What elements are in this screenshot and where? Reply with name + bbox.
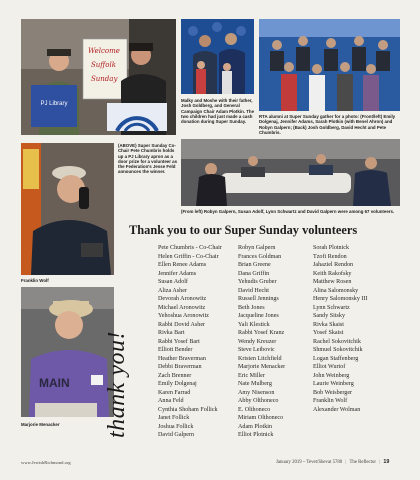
volunteer-name: Adam Plotkin [238,423,273,430]
volunteer-name: Yosef Skaist [313,330,344,336]
photo-phone-volunteer [21,143,114,275]
volunteer-name: Sandy Sitsky [313,313,345,319]
volunteer-name: Frances Goldman [238,253,282,260]
volunteer-name: Russell Jennings [238,296,279,302]
volunteer-name: Aliza Asher [158,287,187,294]
volunteer-column-1 [158,244,222,440]
volunteer-name: Yehudis Gruber [238,279,277,285]
volunteer-name: Rabbi Dovid Asher [158,321,206,328]
volunteer-name: David Hecht [238,287,269,294]
volunteer-name: Joshua Follick [158,423,194,430]
volunteer-name: Elliot Plotnick [238,432,274,438]
volunteer-name: Zach Brenner [158,372,192,379]
volunteer-name: Dana Griffin [238,270,270,277]
volunteer-name: Michael Aronowitz [158,304,206,311]
volunteer-name: Elliott Bender [158,347,193,353]
volunteer-name: Rabbi Yosef Kranz [238,330,285,336]
footer-publication: The Reflector [349,460,376,465]
page-number: 19 [383,459,390,465]
volunteer-name: Brian Greene [238,262,271,268]
photo-volunteers-tables [181,139,400,206]
volunteer-name: Helen Griffin - Co-Chair [158,253,219,260]
volunteer-name: Elliot Wurtof [313,364,346,370]
volunteer-name: Yehoshua Aronowitz [158,313,210,319]
volunteer-name: John Weinberg [313,372,350,379]
photo-welcome-sign-art [21,19,176,135]
volunteer-name: Pete Chumbris - Co-Chair [158,245,222,251]
volunteer-name: Sorah Plotnick [313,245,350,251]
volunteer-name: Jennifer Adams [158,270,197,277]
volunteer-column-3 [313,244,368,414]
caption-marjorie-menacker: Marjorie Menacker [21,422,60,427]
volunteer-name: Henry Salomonsky III [313,296,368,302]
volunteer-name: Nate Mulberg [238,381,272,387]
volunteer-name: Ellen Renee Adams [158,262,207,268]
thank-you-script: thank you! [104,331,130,438]
volunteer-name: Miriam Olthoneco [238,415,284,421]
volunteer-name: Shmuel Sokovitchik [313,347,363,353]
volunteer-name: Franklin Wolf [313,398,348,404]
volunteer-name: Bob Weisberger [313,389,353,396]
caption-rta-alumni: RTA alumni at Super Sunday gather for a photo: (Front/left) Emily Dolgenaj, Jennifer Adams, Sarah Plotkin (with Benel Ahron) and Robyn Galpern; (Back) Josh Goldberg, David Hecht and Pete Chumbris. [259,114,396,135]
caption-volunteers-tables: (From left) Robyn Galpern, Susan Adolf, Lynn Schwartz and David Galpern were among 67 volunteers. [181,209,395,214]
volunteer-name: Laurie Weinberg [313,381,354,387]
volunteer-name: Logan Staffenberg [313,355,359,362]
caption-franklin-wolf: Franklin Wolf [21,278,49,283]
svg-text:MAIN: MAIN [39,376,70,390]
photo-rta-alumni [259,19,400,111]
photo-volunteers-tables-art [181,139,400,206]
volunteer-name: Emily Dolgenaj [158,381,197,387]
volunteer-name: Janet Follick [158,415,190,421]
photo-welcome-sign [21,19,176,135]
svg-text:Sunday: Sunday [91,75,118,83]
footer-info: January 2019 – Tevet/Shevat 5780 | The Reflector | 19 [276,459,390,465]
caption-pj-apron: (ABOVE) Super Sunday Co-Chair Pete Chumbris holds up a PJ Library apron as a door prize for a volunteer as the Federation's Jesse Feld announces the winner. [118,143,178,175]
volunteer-name: Abby Olthoneco [238,398,279,404]
volunteer-name: Amy Nisenson [238,389,275,396]
volunteer-name: David Galpern [158,432,195,438]
photo-rta-alumni-art [259,19,400,111]
volunteer-name: Alina Salomonsky [313,287,359,294]
volunteer-name: Heather Braverman [158,355,206,362]
volunteer-name: Alexander Wolman [313,406,361,413]
volunteer-name: Karen Farrad [158,389,191,396]
volunteer-name: Anna Feld [158,398,184,404]
volunteer-name: Debbi Braverman [158,364,202,370]
volunteer-name: Robyn Galpern [238,245,276,251]
volunteer-name: Devorah Aronowitz [158,296,207,302]
volunteer-name: Jahaziel Rendon [313,262,354,268]
volunteer-name: Rivka Skaist [313,321,344,328]
volunteer-name: Eric Miller [238,372,265,379]
volunteer-name: Rachel Sokovitchik [313,338,361,345]
photo-family-donation-art [181,19,254,94]
volunteer-name: Beth Jones [238,304,265,311]
volunteers-heading: Thank you to our Super Sunday volunteers [129,223,358,237]
volunteer-name: Marjorie Menacker [238,364,286,370]
svg-text:Welcome: Welcome [88,47,120,55]
volunteer-name: Keith Rakofsky [313,270,352,277]
volunteer-name: Rabbi Yosef Bart [158,338,200,345]
footer-website: www.JewishRichmond.org [21,460,71,465]
volunteer-name: Lynn Schwartz [313,304,350,311]
volunteer-name: Tzofi Rendon [313,253,347,260]
pj-library-sign: PJ Library [40,101,68,107]
volunteer-name: Jacqueline Jones [238,313,279,319]
photo-family-donation [181,19,254,94]
photo-marjorie [21,287,114,417]
caption-family-donation: Malky and Moshe with their father, Josh Goldberg, and General Campaign Chair Adam Plotkin. The two children had just made a cash donation during Super Sunday. [181,98,255,125]
volunteer-name: Rivka Bart [158,330,185,336]
volunteer-name: Wendy Kreuzer [238,338,277,345]
photo-phone-volunteer-art [21,143,114,275]
svg-text:Suffolk: Suffolk [91,61,116,69]
volunteer-name: Steve Leibovic [238,347,275,353]
volunteer-name: Cynthia Shoham Follick [158,406,218,413]
volunteer-name: E. Olthoneco [238,406,271,413]
photo-marjorie-art [21,287,114,417]
volunteer-name: Kristen Litchfield [238,355,282,362]
volunteer-name: Susan Adolf [158,279,188,285]
volunteer-name: Matthew Rosen [313,279,352,285]
volunteer-name: Yali Klestick [238,321,270,328]
footer-date: January 2019 – Tevet/Shevat 5780 [276,460,343,465]
volunteer-column-2 [238,244,285,440]
